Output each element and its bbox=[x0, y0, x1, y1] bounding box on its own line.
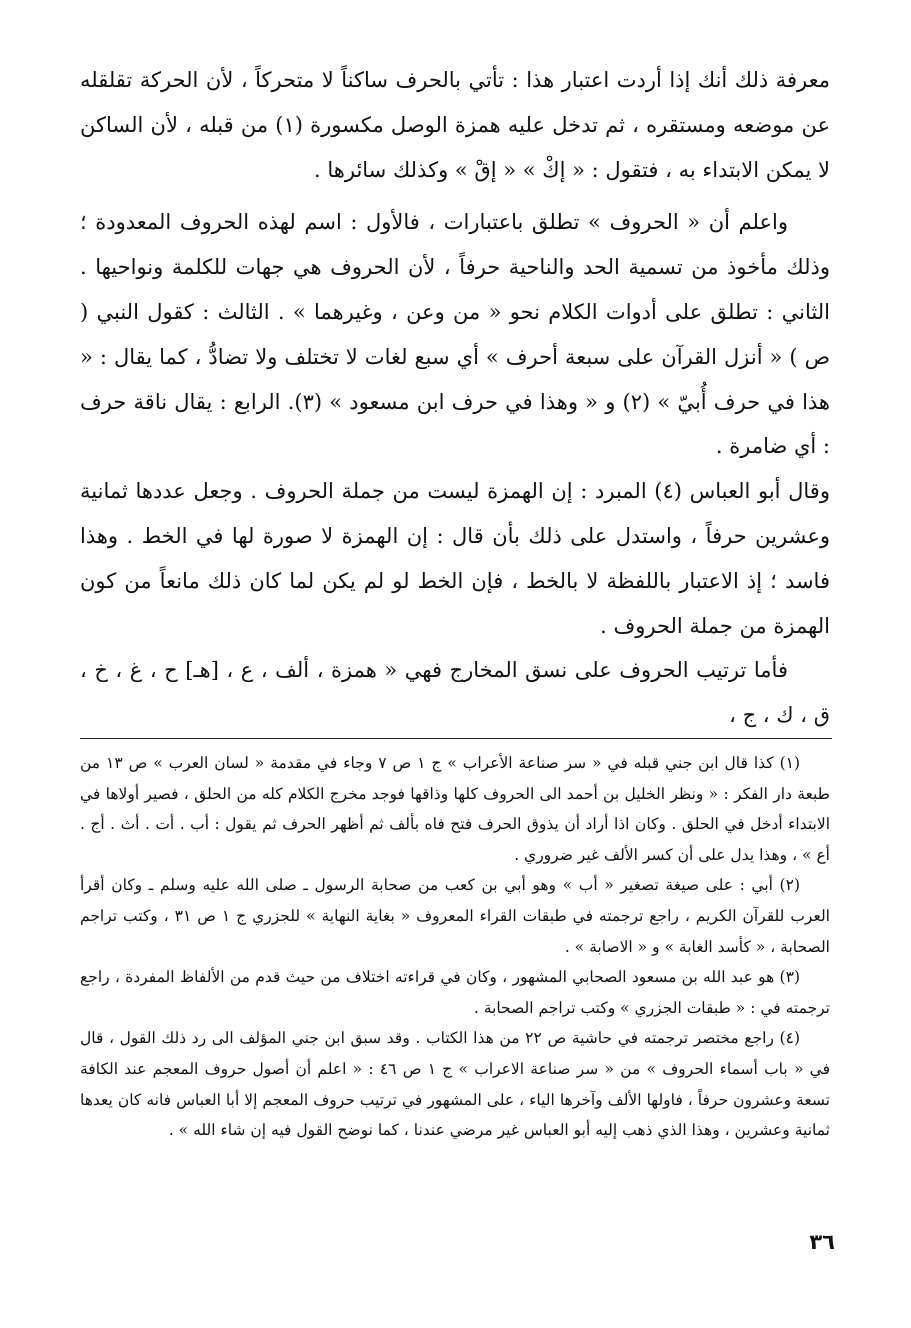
footnote-2: (٢) أبي : على صيغة تصغير « أب » وهو أبي بن كعب من صحابة الرسول ـ صلى الله عليه وسلم ـ وكان أقرأ العرب للقرآن الكريم ، راجع ترجمته في طبقات القراء المعروف « بغاية النهاية » للجزري ج ١ ص ٣١ ، وكتب تراجم الصحابة ، « كأسد الغابة » و « الاصابة » . bbox=[80, 876, 830, 956]
main-paragraph-3: وقال أبو العباس (٤) المبرد : إن الهمزة ليست من جملة الحروف . وجعل عددها ثمانية وعشرين حرفاً ، واستدل على ذلك بأن قال : إن الهمزة لا صورة لها في الخط . وهذا فاسد ؛ إذ الاعتبار باللفظة لا بالخط ، فإن الخط لو لم يكن لما كان ذلك مانعاً من كون الهمزة من جملة الحروف . bbox=[80, 479, 830, 638]
main-paragraph-2: واعلم أن « الحروف » تطلق باعتبارات ، فالأول : اسم لهذه الحروف المعدودة ؛ وذلك مأخوذ من تسمية الحد والناحية حرفاً ، لأن الحروف هي جهات للكلمة ونواحيها . الثاني : تطلق على أدوات الكلام نحو « من وعن ، وغيرهما » . الثالث : كقول النبي ( ص ) « أنزل القرآن على سبعة أحرف » أي سبع لغات لا تختلف ولا تضادُّ ، كما يقال : « هذا في حرف أُبيّ » (٢) و « وهذا في حرف ابن مسعود » (٣). الرابع : يقال ناقة حرف : أي ضامرة . bbox=[80, 210, 831, 459]
footnote-divider bbox=[80, 738, 832, 739]
main-text-block bbox=[80, 58, 830, 738]
page-number: ٣٦ bbox=[809, 1230, 835, 1254]
footnote-3: (٣) هو عبد الله بن مسعود الصحابي المشهور ، وكان في قراءته اختلاف من حيث قدم من الألفاظ المفردة ، راجع ترجمته في : « طبقات الجزري » وكتب تراجم الصحابة . bbox=[80, 968, 830, 1017]
main-paragraph-1: معرفة ذلك أنك إذا أردت اعتبار هذا : تأتي بالحرف ساكناً لا متحركاً ، لأن الحركة تقلقله عن موضعه ومستقره ، ثم تدخل عليه همزة الوصل مكسورة (١) من قبله ، لأن الساكن لا يمكن الابتداء به ، فتقول : « إكْ » « إقْ » وكذلك سائرها . bbox=[80, 68, 831, 182]
footnotes-block bbox=[80, 748, 830, 1146]
footnote-1: (١) كذا قال ابن جني قبله في « سر صناعة الأعراب » ج ١ ص ٧ وجاء في مقدمة « لسان العرب » ص ١٣ من طبعة دار الفكر : « ونظر الخليل بن أحمد الى الحروف كلها وذاقها فوجد مخرج الكلام كله من الحلق ، فصير أولاها في الابتداء أدخل في الحلق . وكان اذا أراد أن يذوق الحرف فتح فاه بألف ثم أظهر الحرف ثم يقول : أب . أت . أث . أج . أع » ، وهذا يدل على أن كسر الألف غير ضروري . bbox=[80, 754, 830, 864]
footnote-4: (٤) راجع مختصر ترجمته في حاشية ص ٢٢ من هذا الكتاب . وقد سبق ابن جني المؤلف الى رد ذلك القول ، قال في « باب أسماء الحروف » من « سر صناعة الاعراب » ج ١ ص ٤٦ : « اعلم أن أصول حروف المعجم عند الكافة تسعة وعشرون حرفاً ، فاولها الألف وآخرها الياء ، على المشهور في ترتيب حروف المعجم إلا أبا العباس فانه كان يعدها ثمانية وعشرين ، وهذا الذي ذهب إليه أبو العباس غير مرضي عندنا ، كما نوضح القول فيه إن شاء الله » . bbox=[80, 1029, 831, 1140]
main-paragraph-4: فأما ترتيب الحروف على نسق المخارج فهي « همزة ، ألف ، ع ، [هـ] ح ، غ ، خ ، ق ، ك ، ج ، bbox=[80, 658, 830, 728]
